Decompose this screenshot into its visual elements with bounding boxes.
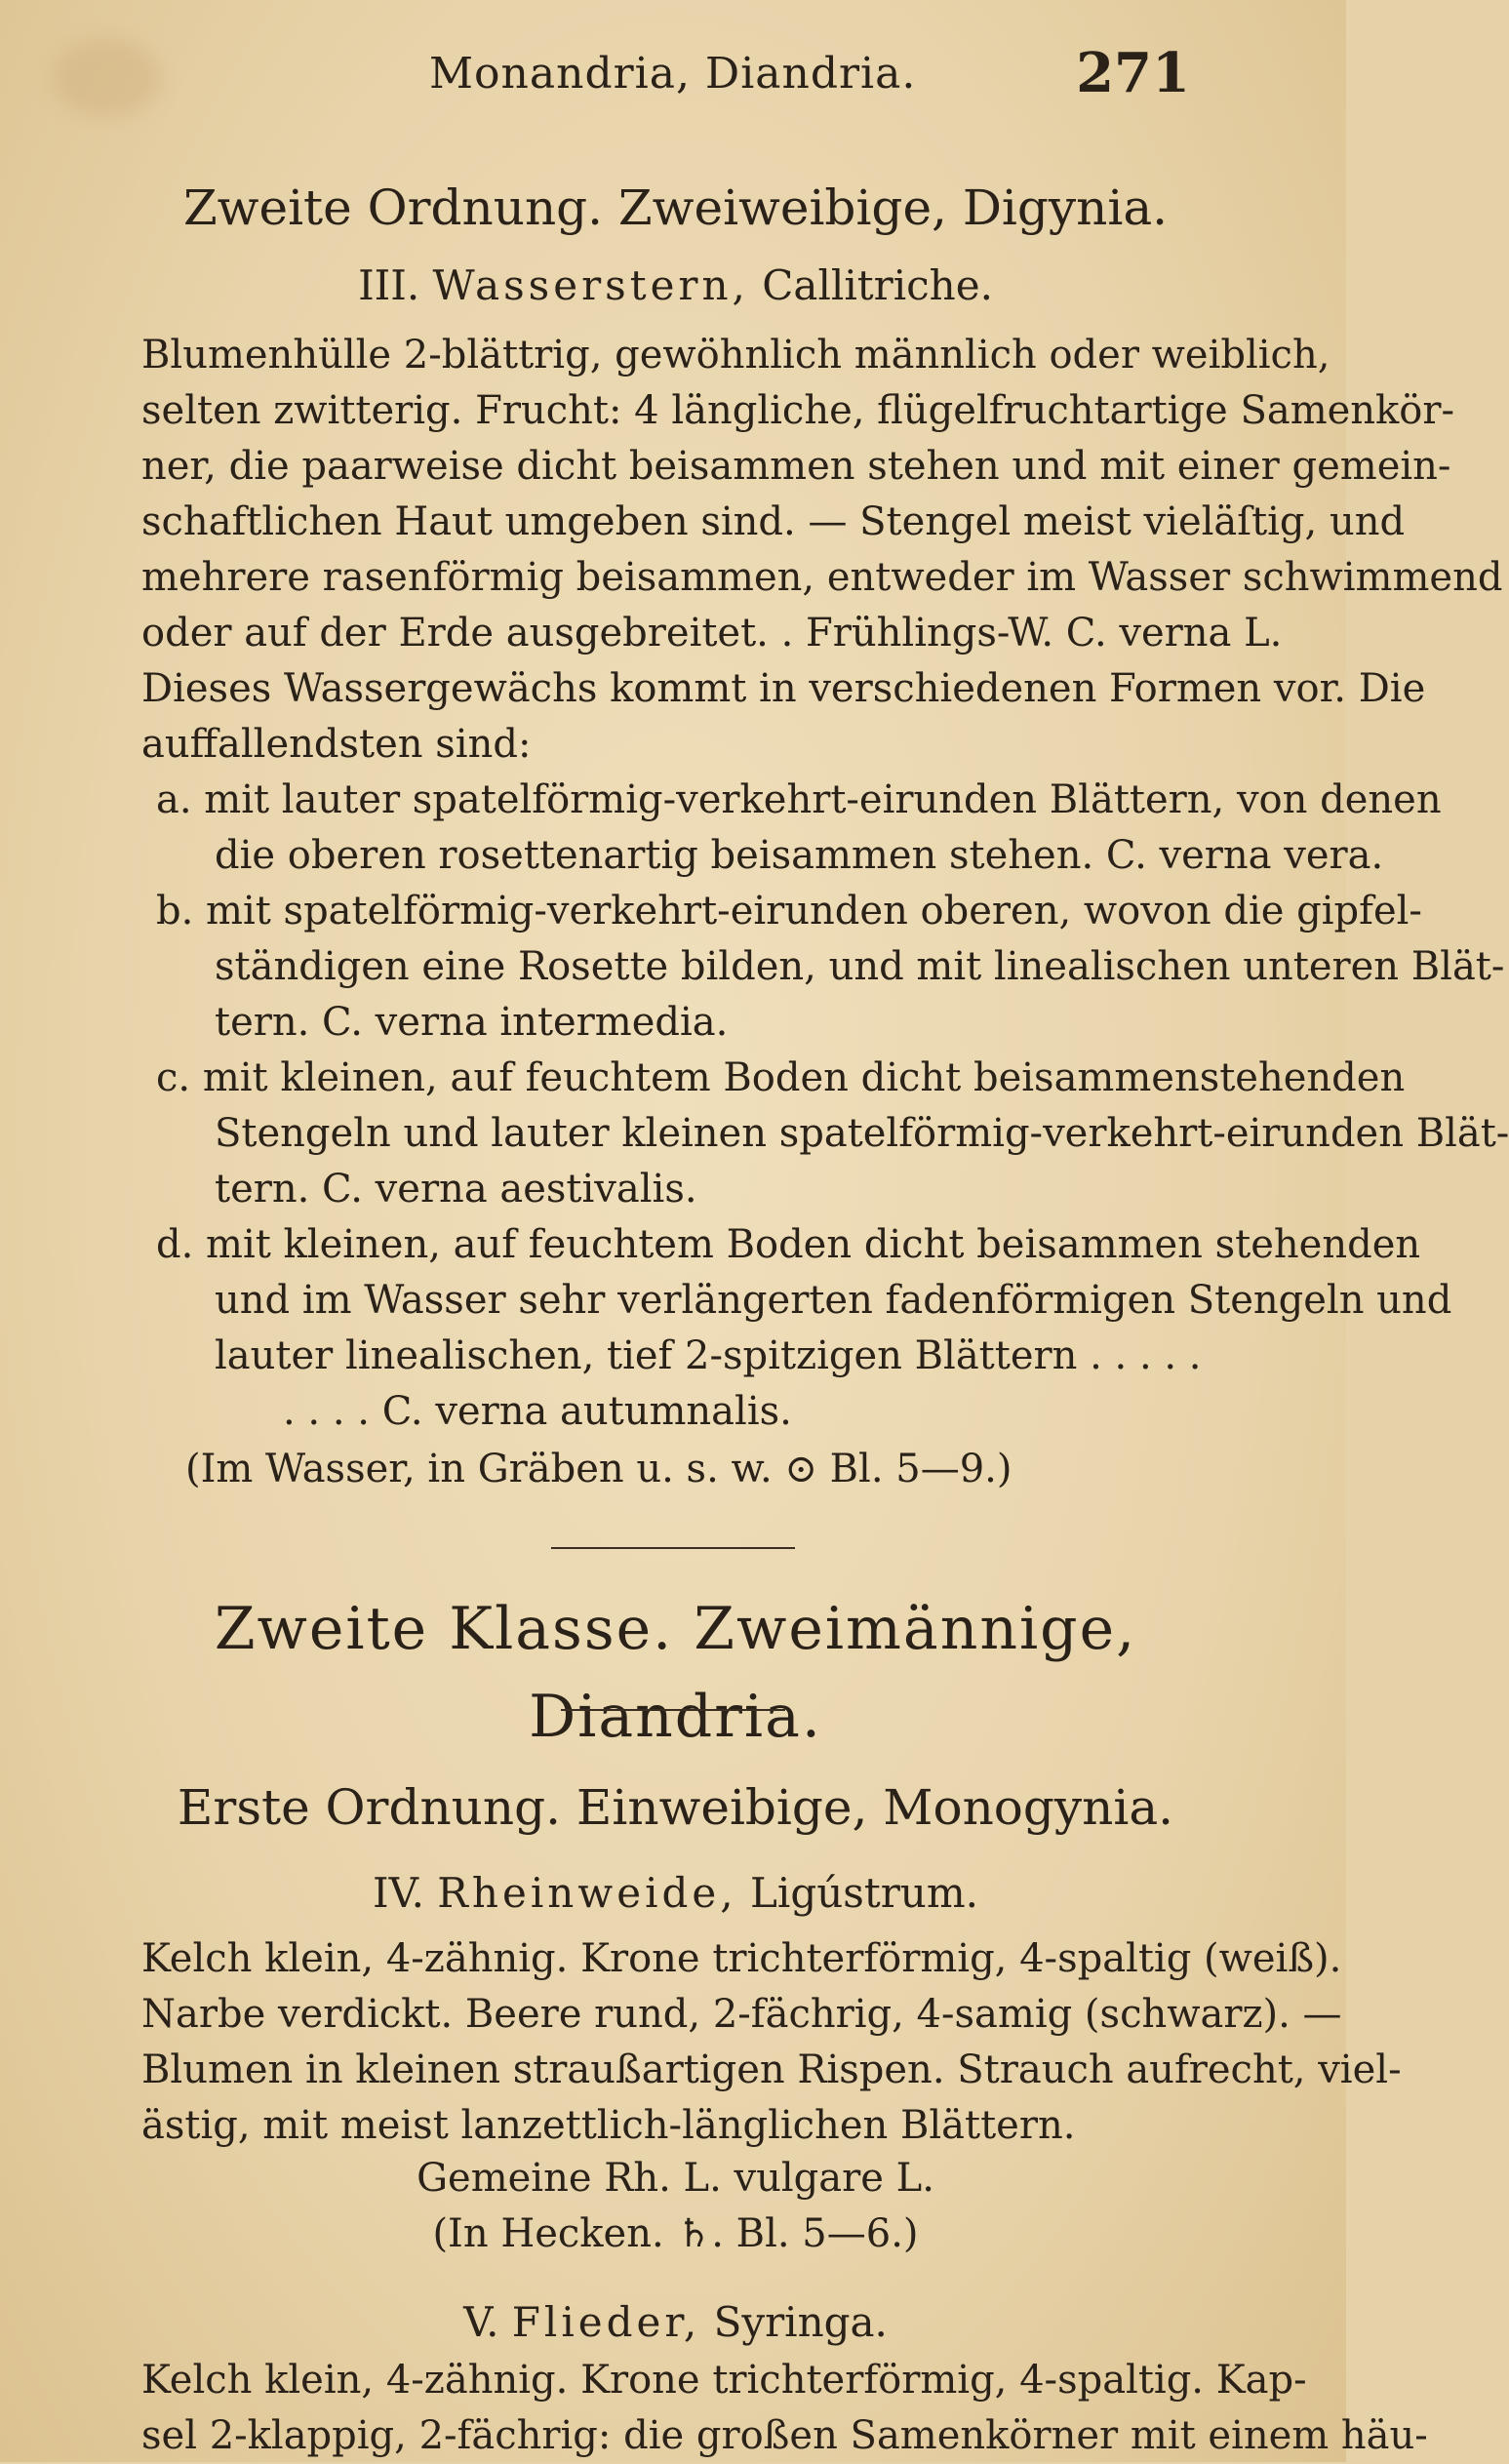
species-name: Gemeine Rh. L. vulgare L. — [417, 2156, 934, 2201]
genus-german-name: Rheinweide, — [437, 1869, 737, 1917]
genus-number: IV. — [373, 1869, 424, 1917]
text-line: c. mit kleinen, auf feuchtem Boden dicht beisammenstehenden — [156, 1055, 1406, 1100]
text-line: ner, die paarweise dicht beisammen stehen und mit einer gemein- — [141, 444, 1451, 489]
text-line: selten zwitterig. Frucht: 4 längliche, flügelfruchtartige Samenkör- — [141, 388, 1455, 433]
text-line: mehrere rasenförmig beisammen, entweder im Wasser schwimmend — [141, 555, 1503, 600]
habitat-callitriche — [185, 1442, 1210, 1497]
variety-b — [156, 884, 1505, 1051]
genus-german-name: Flieder, — [511, 2298, 701, 2346]
text-line: schaftlichen Haut umgeben sind. — Stengel meist vieläſtig, und — [141, 499, 1406, 544]
page-number: 271 — [1076, 41, 1190, 105]
text-line: und im Wasser sehr verlängerten fadenförmigen Stengeln und — [215, 1278, 1452, 1323]
genus-description-ligustrum — [141, 1931, 1402, 2154]
genus-number: III. — [358, 261, 420, 309]
genus-latin-name: Ligústrum. — [750, 1869, 978, 1917]
variety-d — [156, 1217, 1452, 1440]
text-line: auffallendsten sind: — [141, 722, 532, 767]
class-heading-diandria: Zweite Klasse. Zweimännige, Diandria. — [214, 1595, 1137, 1751]
text-line: ästig, mit meist lanzettlich-länglichen Blättern. — [141, 2103, 1076, 2148]
text-line: lauter linealischen, tief 2-spitzigen Blättern . . . . . — [215, 1333, 1202, 1378]
genus-heading-ligustrum — [141, 1863, 1210, 1924]
text-line: a. mit lauter spatelförmig-verkehrt-eirunden Blättern, von denen — [156, 777, 1442, 822]
text-line: d. mit kleinen, auf feuchtem Boden dicht beisammen stehenden — [156, 1222, 1421, 1267]
text-line: Kelch klein, 4-zähnig. Krone trichterförmig, 4-spaltig (weiß). — [141, 1936, 1342, 1981]
genus-description-syringa — [141, 2353, 1428, 2464]
text-line: . . . . C. verna autumnalis. — [283, 1389, 792, 1434]
text-line: tern. C. verna intermedia. — [215, 1000, 729, 1045]
text-line: oder auf der Erde ausgebreitet. . Frühlings-W. C. verna L. — [141, 611, 1283, 656]
text-line: (Im Wasser, in Gräben u. s. w. ⊙ Bl. 5—9.) — [185, 1447, 1013, 1491]
section-rule — [561, 1709, 785, 1711]
species-ligustrum — [141, 2151, 1210, 2206]
text-line: die oberen rosettenartig beisammen stehen. C. verna vera. — [215, 833, 1384, 878]
genus-heading-syringa — [141, 2292, 1210, 2353]
genus-latin-name: Syringa. — [713, 2298, 888, 2346]
genus-heading-callitriche — [141, 256, 1210, 316]
genus-german-name: Wasserstern, — [432, 261, 749, 309]
text-line: sel 2-klappig, 2-fächrig: die großen Samenkörner mit einem häu- — [141, 2413, 1428, 2458]
variety-a — [156, 773, 1442, 884]
variety-c — [156, 1051, 1509, 1217]
genus-description-callitriche — [141, 328, 1503, 773]
text-line: Blumenhülle 2-blättrig, gewöhnlich männlich oder weiblich, — [141, 333, 1330, 378]
genus-number: V. — [463, 2298, 499, 2346]
order-heading-monogynia: Erste Ordnung. Einweibige, Monogynia. — [177, 1779, 1174, 1836]
section-rule — [551, 1547, 795, 1549]
habitat-ligustrum — [141, 2206, 1210, 2262]
text-line: b. mit spatelförmig-verkehrt-eirunden oberen, wovon die gipfel- — [156, 889, 1422, 934]
text-line: ständigen eine Rosette bilden, und mit linealischen unteren Blät- — [215, 944, 1505, 989]
text-line: Dieses Wassergewächs kommt in verschiedenen Formen vor. Die — [141, 666, 1426, 711]
running-head: Monandria, Diandria. — [429, 49, 917, 99]
text-line: tern. C. verna aestivalis. — [215, 1167, 697, 1212]
order-heading-digynia: Zweite Ordnung. Zweiweibige, Digynia. — [182, 179, 1169, 236]
text-line: Stengeln und lauter kleinen spatelförmig-verkehrt-eirunden Blät- — [215, 1111, 1509, 1156]
text-line: Blumen in kleinen straußartigen Rispen. Strauch aufrecht, viel- — [141, 2047, 1402, 2092]
habitat-text: (In Hecken. ♄. Bl. 5—6.) — [432, 2211, 919, 2256]
genus-latin-name: Callitriche. — [762, 261, 993, 309]
page-header — [0, 41, 1346, 109]
text-line: Kelch klein, 4-zähnig. Krone trichterförmig, 4-spaltig. Kap- — [141, 2358, 1307, 2403]
text-line: Narbe verdickt. Beere rund, 2-fächrig, 4-samig (schwarz). — — [141, 1992, 1342, 2037]
